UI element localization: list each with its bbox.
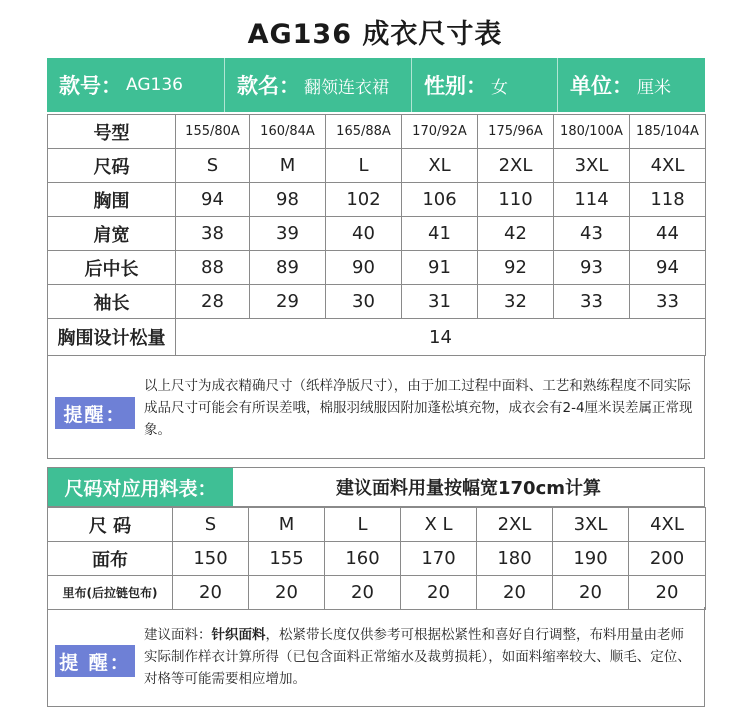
table-cell: 33 bbox=[630, 285, 706, 319]
table-cell: 185/104A bbox=[630, 115, 706, 149]
table-cell: S bbox=[173, 508, 249, 542]
table-cell: 42 bbox=[478, 217, 554, 251]
gender-value: 女 bbox=[491, 77, 508, 98]
table-cell: 98 bbox=[250, 183, 326, 217]
table-cell: 160/84A bbox=[250, 115, 326, 149]
table-cell: 92 bbox=[478, 251, 554, 285]
table-cell: 155 bbox=[249, 542, 325, 576]
table-cell: 38 bbox=[176, 217, 250, 251]
table-cell: 155/80A bbox=[176, 115, 250, 149]
unit-cell bbox=[558, 58, 705, 112]
fabric-width-note: 建议面料用量按幅宽170cm计算 bbox=[336, 478, 601, 499]
size-chart-table bbox=[47, 114, 706, 356]
row-label: 袖长 bbox=[48, 285, 176, 319]
table-cell: 28 bbox=[176, 285, 250, 319]
row-label: 后中长 bbox=[48, 251, 176, 285]
table-cell: 106 bbox=[402, 183, 478, 217]
table-cell: 20 bbox=[325, 576, 401, 610]
table-cell: 165/88A bbox=[326, 115, 402, 149]
table-cell: 41 bbox=[402, 217, 478, 251]
ease-value: 14 bbox=[176, 319, 706, 356]
table-cell: 20 bbox=[477, 576, 553, 610]
gender-cell bbox=[412, 58, 558, 112]
table-cell: 29 bbox=[250, 285, 326, 319]
table-cell: 114 bbox=[554, 183, 630, 217]
fabric-reminder-badge: 提 醒： bbox=[55, 645, 135, 677]
ease-label: 胸围设计松量 bbox=[48, 319, 176, 356]
style-name-label: 款名： bbox=[237, 74, 300, 98]
table-cell: 31 bbox=[402, 285, 478, 319]
table-cell: 180 bbox=[477, 542, 553, 576]
table-cell: XL bbox=[402, 149, 478, 183]
table-row bbox=[48, 508, 706, 542]
table-row bbox=[48, 285, 706, 319]
table-cell: 33 bbox=[554, 285, 630, 319]
row-label: 里布(后拉链包布) bbox=[48, 576, 173, 610]
table-cell: 170 bbox=[401, 542, 477, 576]
table-cell: 175/96A bbox=[478, 115, 554, 149]
table-cell: 150 bbox=[173, 542, 249, 576]
table-row bbox=[48, 217, 706, 251]
row-label: 胸围 bbox=[48, 183, 176, 217]
style-info-bar bbox=[47, 58, 705, 112]
table-cell: 20 bbox=[173, 576, 249, 610]
table-row bbox=[48, 251, 706, 285]
table-cell: 39 bbox=[250, 217, 326, 251]
row-label: 面布 bbox=[48, 542, 173, 576]
table-cell: 40 bbox=[326, 217, 402, 251]
table-cell: 30 bbox=[326, 285, 402, 319]
style-no-value: AG136 bbox=[126, 75, 183, 95]
table-cell: 180/100A bbox=[554, 115, 630, 149]
style-name-value: 翻领连衣裙 bbox=[304, 77, 389, 98]
table-cell: M bbox=[249, 508, 325, 542]
fabric-usage-table bbox=[47, 507, 706, 610]
table-cell: L bbox=[325, 508, 401, 542]
table-cell: 4XL bbox=[630, 149, 706, 183]
table-cell: 88 bbox=[176, 251, 250, 285]
table-cell: 94 bbox=[630, 251, 706, 285]
table-cell: 20 bbox=[249, 576, 325, 610]
table-cell: 90 bbox=[326, 251, 402, 285]
table-row bbox=[48, 542, 706, 576]
fabric-reminder-prefix: 建议面料： bbox=[144, 627, 212, 643]
table-cell: 44 bbox=[630, 217, 706, 251]
table-cell: 20 bbox=[401, 576, 477, 610]
table-cell: 20 bbox=[553, 576, 629, 610]
gender-label: 性别： bbox=[424, 74, 487, 98]
page-title: AG136 成衣尺寸表 bbox=[247, 19, 503, 50]
table-cell: 3XL bbox=[553, 508, 629, 542]
fabric-reminder-rest: ，松紧带长度仅供参考可根据松紧性和喜好自行调整，布料用量由老师实际制作样衣计算所得（已包含面料正常缩水及裁剪损耗），如面料缩率较大、顺毛、定位、对格等可能需要相应增加。 bbox=[144, 627, 691, 687]
fabric-reminder-box bbox=[47, 607, 705, 707]
table-cell: 2XL bbox=[477, 508, 553, 542]
table-cell: X L bbox=[401, 508, 477, 542]
reminder-text: 以上尺寸为成衣精确尺寸（纸样净版尺寸），由于加工过程中面料、工艺和熟练程度不同实际成品尺寸可能会有所误差哦，棉服羽绒服因附加蓬松填充物，成衣会有2-4厘米误差属正常现象。 bbox=[144, 378, 693, 438]
table-row bbox=[48, 319, 706, 356]
reminder-box bbox=[47, 355, 705, 459]
table-cell: 170/92A bbox=[402, 115, 478, 149]
table-cell: 102 bbox=[326, 183, 402, 217]
table-row bbox=[48, 115, 706, 149]
table-cell: 160 bbox=[325, 542, 401, 576]
fabric-section-header bbox=[47, 467, 705, 507]
table-cell: 190 bbox=[553, 542, 629, 576]
table-cell: 110 bbox=[478, 183, 554, 217]
style-no-cell bbox=[47, 58, 225, 112]
unit-value: 厘米 bbox=[637, 77, 671, 98]
table-cell: 91 bbox=[402, 251, 478, 285]
unit-label: 单位： bbox=[570, 74, 633, 98]
table-cell: 93 bbox=[554, 251, 630, 285]
table-cell: 32 bbox=[478, 285, 554, 319]
row-label: 尺 码 bbox=[48, 508, 173, 542]
table-cell: 43 bbox=[554, 217, 630, 251]
table-row bbox=[48, 183, 706, 217]
table-cell: 20 bbox=[629, 576, 706, 610]
table-cell: S bbox=[176, 149, 250, 183]
table-cell: M bbox=[250, 149, 326, 183]
table-cell: 118 bbox=[630, 183, 706, 217]
reminder-badge: 提醒： bbox=[55, 397, 135, 429]
table-cell: 4XL bbox=[629, 508, 706, 542]
table-cell: 3XL bbox=[554, 149, 630, 183]
fabric-reminder-text bbox=[144, 624, 696, 690]
table-cell: 94 bbox=[176, 183, 250, 217]
table-cell: L bbox=[326, 149, 402, 183]
table-row bbox=[48, 576, 706, 610]
row-label: 尺码 bbox=[48, 149, 176, 183]
row-label: 号型 bbox=[48, 115, 176, 149]
table-cell: 200 bbox=[629, 542, 706, 576]
fabric-reminder-bold: 针织面料 bbox=[211, 627, 266, 643]
table-cell: 89 bbox=[250, 251, 326, 285]
fabric-section-badge: 尺码对应用料表： bbox=[48, 468, 233, 506]
table-row bbox=[48, 149, 706, 183]
row-label: 肩宽 bbox=[48, 217, 176, 251]
style-name-cell bbox=[225, 58, 412, 112]
table-cell: 2XL bbox=[478, 149, 554, 183]
style-no-label: 款号： bbox=[59, 74, 122, 98]
